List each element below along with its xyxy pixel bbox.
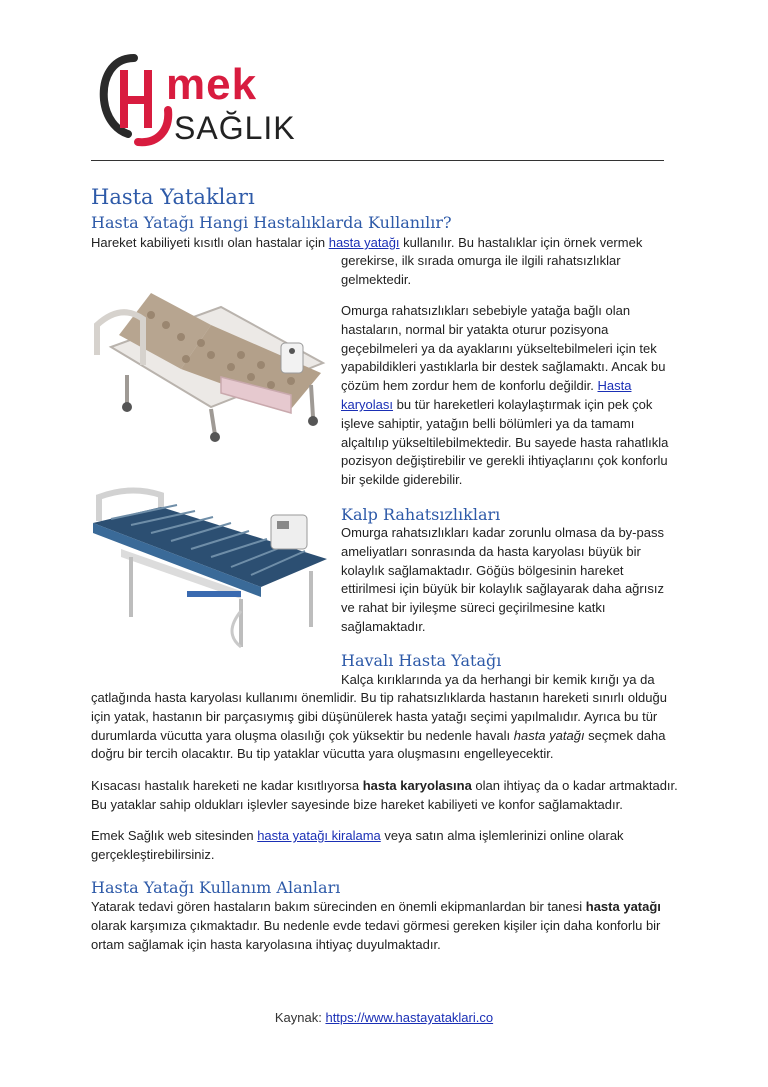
- rental-paragraph: [91, 827, 661, 865]
- summary-bold-term: hasta karyolasına: [362, 778, 472, 793]
- summary-paragraph: [91, 777, 681, 815]
- source-footer: [0, 1010, 768, 1025]
- section1-paragraph2-tail: bu tür hareketleri kolaylaştırmak için pek çok işleve sahiptir, yatağın belli bölümleri ya da tamamı alçaltılıp yükseltilebilmektedir. Bu sayede hasta rahatlıkla pozisyon değiştirebilir ve gerekli ihtiyaçlarını çok konforlu bir şekilde giderebilir.: [341, 396, 669, 488]
- header-divider: [91, 160, 664, 162]
- summary-tail: olan ihtiyaç da o kadar artmaktadır. Bu yataklar sahip oldukları işlevler sayesinde bize hareket kabiliyeti ve konfor sağlamaktadır.: [91, 778, 678, 812]
- hasta-yatagi-kiralama-link[interactable]: hasta yatağı kiralama: [257, 828, 381, 843]
- section4-tail: olarak karşımıza çıkmaktadır. Bu nedenle evde tedavi görmesi gereken kişiler için daha konforlu bir ortam sağlamak için hasta karyolasına ihtiyaç duyulmaktadır.: [91, 917, 661, 952]
- hasta-yatagi-link[interactable]: hasta yatağı: [328, 235, 400, 250]
- section1-paragraph2: [341, 302, 676, 490]
- rental-text: Emek Sağlık web sitesinden: [91, 828, 258, 843]
- section3-tail: seçmek daha doğru bir tercih olacaktır. Bu tip yataklar vücutta yara oluşmasını engelleyecektir.: [91, 727, 666, 762]
- hasta-karyolasi-link[interactable]: Hasta karyolası: [341, 378, 632, 412]
- rental-tail: veya satın alma işlemlerinizi online olarak gerçekleştirebilirsiniz.: [91, 828, 624, 862]
- footer-label: Kaynak:: [274, 1010, 326, 1025]
- section4-bold-term: hasta yatağı: [585, 899, 661, 914]
- hospital-bed-air-mattress-image: [91, 285, 329, 443]
- page-title: Hasta Yatakları: [91, 185, 255, 209]
- summary-text: Kısacası hastalık hareketi ne kadar kısıtlıyorsa: [91, 778, 363, 793]
- section2-heading: Kalp Rahatsızlıkları: [341, 505, 501, 524]
- section1-paragraph2-text: Omurga rahatsızlıkları sebebiyle yatağa bağlı olan hastaların, normal bir yatakta oturur pozisyona geçebilmeleri ya da ayaklarını yükseltebilmeleri için tek yapabildikleri yastıklarla bir destek sağlamaktı. Ancak bu çözüm hem zordur hem de konforlu değildir.: [341, 303, 666, 394]
- section1-intro-line: [91, 234, 671, 253]
- section4-heading: Hasta Yatağı Kullanım Alanları: [91, 878, 341, 897]
- section3-text: çatlağında hasta karyolası kullanımı önemlidir. Bu tip rahatsızlıklarda hastanın hareketi sınırlı olduğu için yatak, hastanın bir parçasıymış gibi düşünülerek hasta yatağı seçimi yapılmalıdır. Ayrıca bu tür durumlarda vücutta yara oluşma olasılığı çok yüksektir bu nedenle havalı: [91, 690, 667, 743]
- source-link[interactable]: https://www.hastayataklari.co: [325, 1010, 494, 1025]
- section3-first-line: Kalça kırıklarında ya da herhangi bir kemik kırığı ya da: [341, 672, 655, 687]
- section3-paragraph: [91, 689, 676, 764]
- section1-intro-continued: gerekirse, ilk sırada omurga ile ilgili rahatsızlıklar gelmektedir.: [341, 253, 621, 287]
- section4-paragraph: [91, 898, 681, 954]
- section1-heading: Hasta Yatağı Hangi Hastalıklarda Kullanılır?: [91, 213, 452, 232]
- section1-intro-tail: kullanılır. Bu hastalıklar için örnek vermek: [399, 235, 643, 250]
- brand-logo: [98, 52, 296, 152]
- hospital-bed-blue-mattress-image: [91, 487, 329, 652]
- logo-brand-sub: SAĞLIK: [174, 110, 296, 146]
- section1-intro-text: Hareket kabiliyeti kısıtlı olan hastalar için: [91, 235, 329, 250]
- logo-brand-main: mek: [166, 60, 258, 109]
- section3-italic-term: hasta yatağı: [513, 727, 585, 743]
- section3-heading: Havalı Hasta Yatağı: [341, 651, 502, 670]
- section2-paragraph: Omurga rahatsızlıkları kadar zorunlu olmasa da by-pass ameliyatları sonrasında da hasta karyolası büyük bir kolaylık sağlamaktadır. Göğüs bölgesinin hareket ettirilmesi için büyük bir kolaylık sağlayarak daha ağrısız ve rahat bir iyileşme süreci geçirilmesine katkı sağlamaktadır.: [341, 525, 664, 634]
- section4-text: Yatarak tedavi gören hastaların bakım sürecinden en önemli ekipmanlardan bir tanesi: [91, 899, 586, 914]
